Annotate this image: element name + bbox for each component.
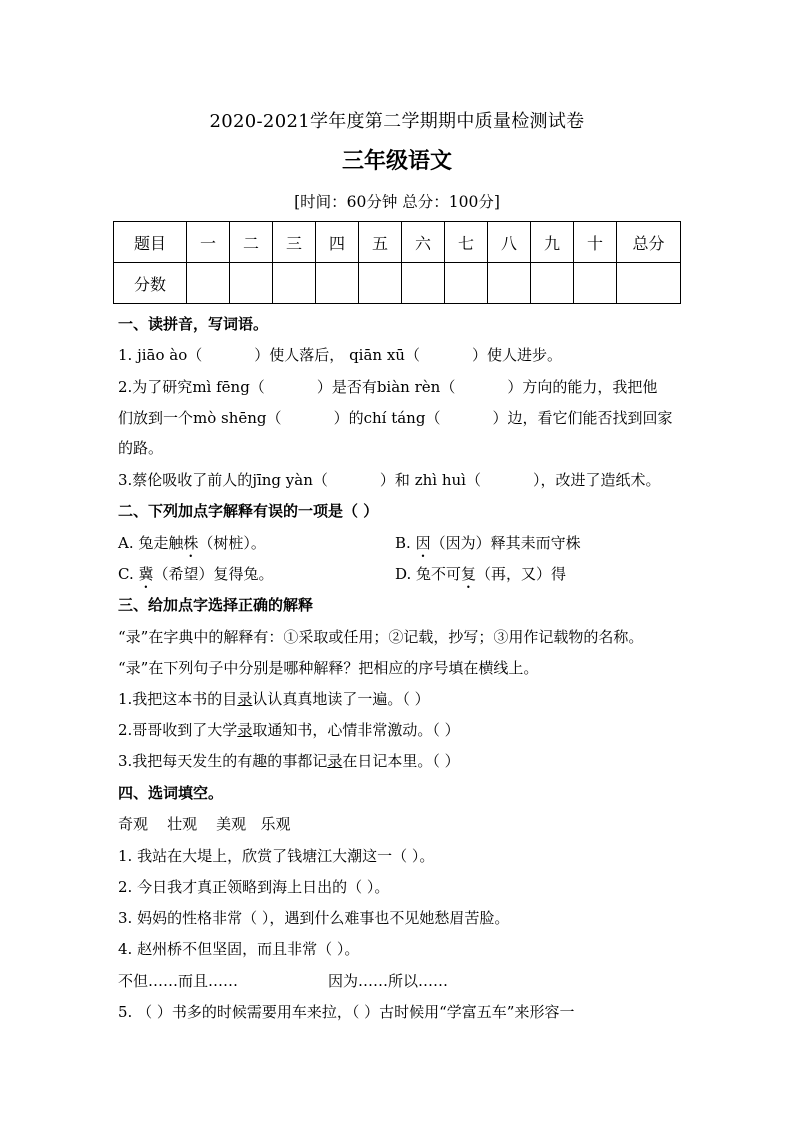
exam-title: 2020-2021学年度第二学期期中质量检测试卷 (209, 111, 585, 132)
conjunction-option: 不但……而且…… (118, 972, 239, 990)
pinyin: zhì huì (414, 471, 466, 489)
score-input-cell[interactable] (531, 263, 574, 304)
conjunction-choices (118, 970, 448, 991)
option-row (118, 563, 678, 592)
question-line: 们放到一个mò shēng（ ）的chí táng（ ）边，看它们能否找到回家 (118, 409, 673, 427)
pinyin: chí táng (363, 409, 426, 427)
score-input-cell[interactable] (230, 263, 273, 304)
time-and-score-info: [时间：60分钟 总分：100分] (294, 193, 500, 211)
score-input-cell[interactable] (316, 263, 359, 304)
question-text: ）是否有 (316, 378, 377, 396)
section-heading: 二、下列加点字解释有误的一项是（ ） (118, 502, 379, 520)
question-line: 3.蔡伦吸收了前人的jīng yàn（ ）和 zhì huì（ ），改进了造纸术。 (118, 471, 661, 489)
score-input-cell[interactable] (488, 263, 531, 304)
question-text: ）的 (333, 409, 364, 427)
question-text: ）方向的能力，我把他 (507, 378, 658, 396)
question-text: ）和 (379, 471, 410, 489)
question-text: ），改进了造纸术。 (532, 471, 661, 489)
question-line: 2.为了研究mì fēng（ ）是否有biàn rèn（ ）方向的能力，我把他 (118, 378, 658, 396)
underlined-char: 录 (237, 690, 253, 708)
question-line: 3. 妈妈的性格非常（ ），遇到什么难事也不见她愁眉苦脸。 (118, 909, 510, 927)
table-cell: 八 (488, 222, 531, 263)
question-line: 2.哥哥收到了大学录取通知书，心情非常激动。（ ） (118, 721, 460, 739)
question-line: 4. 赵州桥不但坚固，而且非常（ ）。 (118, 940, 360, 958)
score-input-cell[interactable] (187, 263, 230, 304)
question-text: 3.蔡伦吸收了前人的 (118, 471, 253, 489)
conjunction-option: 因为……所以…… (328, 972, 449, 990)
option-b[interactable]: B. 因（因为）释其耒而守株 (395, 534, 581, 552)
table-cell: 九 (531, 222, 574, 263)
score-table-score-row (114, 263, 681, 304)
question-text: ）使人进步。 (472, 346, 563, 364)
score-input-cell[interactable] (445, 263, 488, 304)
score-input-cell[interactable] (402, 263, 445, 304)
question-line: 5. （ ）书多的时候需要用车来拉，（ ）古时候用“学富五车”来形容一 (118, 1003, 575, 1021)
table-cell: 四 (316, 222, 359, 263)
score-table-header-row (114, 222, 681, 263)
question-line: 2. 今日我才真正领略到海上日出的（ ）。 (118, 878, 390, 896)
section-heading: 一、读拼音，写词语。 (118, 315, 269, 333)
table-cell: 分数 (114, 263, 187, 304)
table-cell: 六 (402, 222, 445, 263)
paragraph: “录”在下列句子中分别是哪种解释？把相应的序号填在横线上。 (118, 659, 539, 677)
score-input-cell[interactable] (617, 263, 681, 304)
table-cell: 五 (359, 222, 402, 263)
score-table (113, 221, 681, 304)
pinyin: qiān xū (349, 346, 405, 364)
table-cell: 三 (273, 222, 316, 263)
table-cell: 题目 (114, 222, 187, 263)
question-line: 1.我把这本书的目录认认真真地读了一遍。（ ） (118, 690, 430, 708)
question-text: ）使人落后， (254, 346, 345, 364)
underlined-char: 录 (327, 752, 343, 770)
table-cell: 二 (230, 222, 273, 263)
question-line: 3.我把每天发生的有趣的事都记录在日记本里。（ ） (118, 752, 460, 770)
section-heading: 四、选词填空。 (118, 784, 224, 802)
question-line: 1. 我站在大堤上，欣赏了钱塘江大潮这一（ ）。 (118, 847, 435, 865)
question-text: ）边，看它们能否找到回家 (492, 409, 673, 427)
question-line: 的路。 (118, 439, 164, 457)
underlined-char: 录 (237, 721, 253, 739)
score-input-cell[interactable] (359, 263, 402, 304)
table-cell: 七 (445, 222, 488, 263)
pinyin: jiāo ào (137, 346, 188, 364)
pinyin: jīng yàn (252, 471, 313, 489)
paragraph: “录”在字典中的解释有：①采取或任用；②记载，抄写；③用作记载物的名称。 (118, 628, 644, 646)
section-heading: 三、给加点字选择正确的解释 (118, 596, 314, 614)
option-row (118, 532, 678, 561)
question-number: 1. (118, 346, 133, 364)
pinyin: mì fēng (192, 378, 250, 396)
question-line: 1. jiāo ào（ ）使人落后， qiān xū（ ）使人进步。 (118, 346, 563, 364)
exam-subtitle: 三年级语文 (341, 149, 452, 174)
score-input-cell[interactable] (574, 263, 617, 304)
score-input-cell[interactable] (273, 263, 316, 304)
option-c[interactable]: C. 冀（希望）复得兔。 (118, 565, 274, 583)
table-cell: 总分 (617, 222, 681, 263)
pinyin: mò shēng (193, 409, 267, 427)
question-text: 2.为了研究 (118, 378, 193, 396)
word-choices: 奇观 壮观 美观 乐观 (118, 815, 291, 833)
table-cell: 十 (574, 222, 617, 263)
pinyin: biàn rèn (376, 378, 441, 396)
option-d[interactable]: D. 兔不可复（再，又）得 (395, 565, 567, 583)
question-text: 们放到一个 (118, 409, 194, 427)
option-a[interactable]: A. 兔走触株（树桩）。 (118, 534, 266, 552)
table-cell: 一 (187, 222, 230, 263)
